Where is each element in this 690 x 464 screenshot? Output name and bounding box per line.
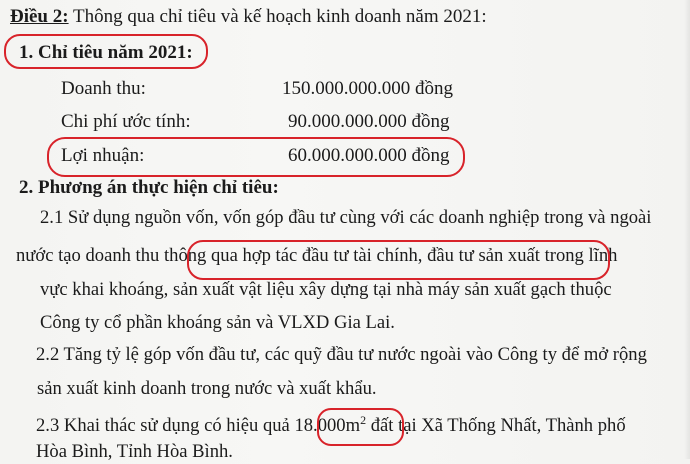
item-2-3-line1 (36, 414, 626, 438)
item-2-1-line2-before: nước tạo doanh thu (16, 245, 164, 266)
cost-label: Chi phí ước tính: (61, 111, 191, 132)
item-2-1-line2 (16, 244, 617, 268)
profit-amount: 60.000.000.000 đồng (288, 145, 450, 166)
profit-label: Lợi nhuận: (61, 145, 145, 166)
item-2-1-line2-after: trong lĩnh (539, 245, 618, 266)
item-2-2-line2: sản xuất kinh doanh trong nước và xuất khẩu. (37, 378, 377, 399)
page-edge-shadow (684, 0, 690, 459)
item-2-1-line1: 2.1 Sử dụng nguồn vốn, vốn góp đầu tư cùng với các doanh nghiệp trong và ngoài (40, 207, 652, 228)
item-2-2-line1: 2.2 Tăng tỷ lệ góp vốn đầu tư, các quỹ đầu tư nước ngoài vào Công ty để mở rộng (36, 344, 647, 365)
section1-title: 1. Chỉ tiêu năm 2021: (19, 42, 193, 63)
area-value-superscript: 2 (360, 413, 367, 427)
item-2-3-before: 2.3 Khai thác sử dụng có hiệu quả (36, 415, 295, 436)
cost-amount: 90.000.000.000 đồng (288, 111, 450, 132)
revenue-label: Doanh thu: (61, 78, 146, 99)
revenue-amount: 150.000.000.000 đồng (282, 78, 453, 99)
item-2-1-line3: vực khai khoáng, sản xuất vật liệu xây dựng tại nhà máy sản xuất gạch thuộc (40, 279, 612, 300)
area-value (294, 415, 366, 436)
item-2-1-line4: Công ty cổ phần khoáng sản và VLXD Gia Lai. (40, 312, 395, 333)
article-heading (10, 5, 487, 29)
item-2-3-after: đất tại Xã Thống Nhất, Thành phố (366, 415, 626, 436)
area-value-number: 18.000m (294, 415, 361, 436)
article-heading-text: Thông qua chỉ tiêu và kế hoạch kinh doanh năm 2021: (68, 6, 487, 27)
item-2-3-line2: Hòa Bình, Tỉnh Hòa Bình. (36, 441, 233, 462)
article-heading-label: Điều 2: (10, 6, 69, 27)
item-2-1-highlight: thông qua hợp tác đầu tư tài chính, đầu tư sản xuất (163, 245, 540, 266)
section2-title: 2. Phương án thực hiện chỉ tiêu: (19, 177, 279, 198)
